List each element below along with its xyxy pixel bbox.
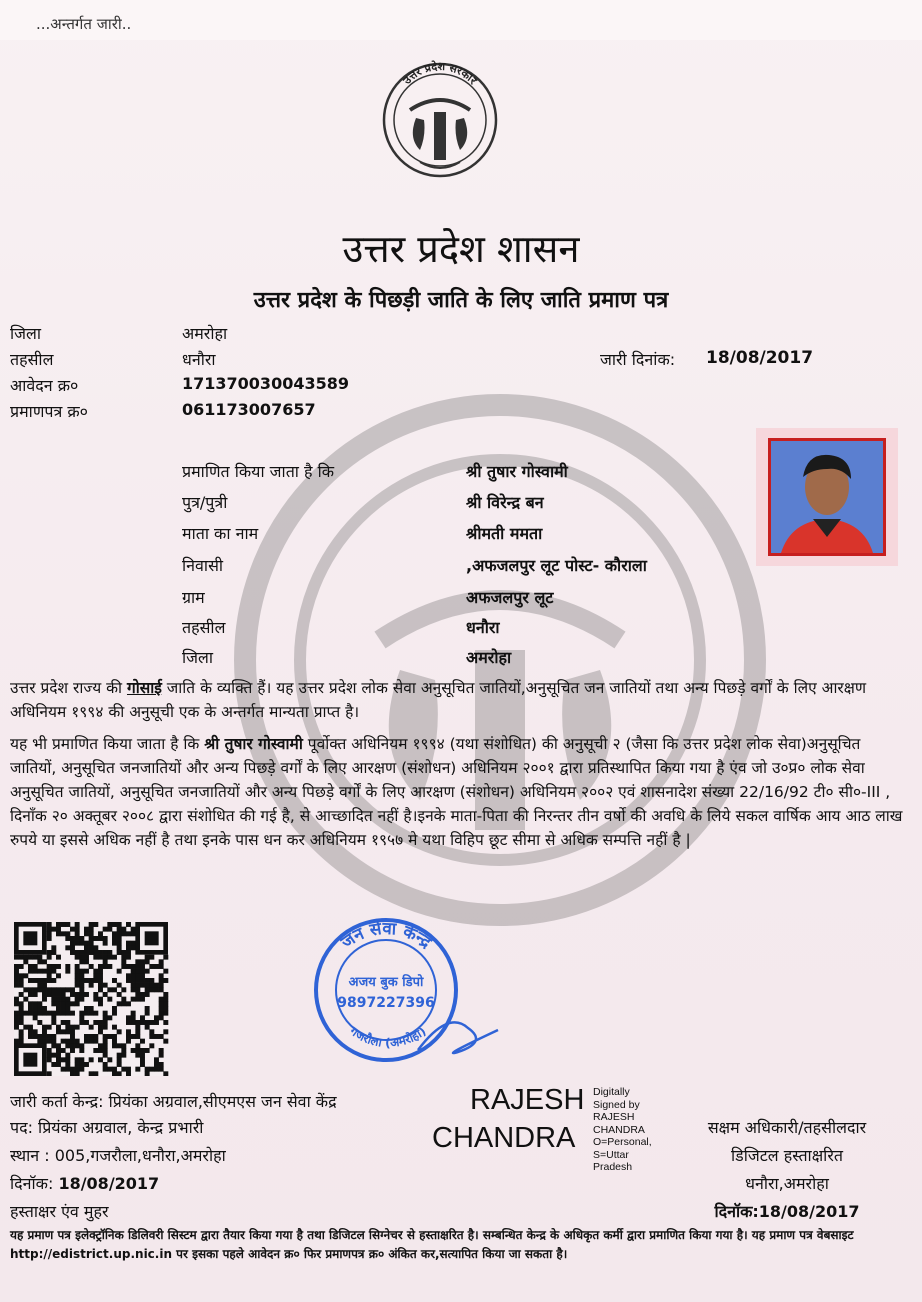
up-emblem-icon <box>380 50 500 190</box>
stamp-shop-name: अजय बुक डिपो <box>348 975 424 990</box>
tehsil-label: तहसील <box>10 350 54 369</box>
handwritten-signature <box>418 1022 498 1053</box>
certification-name: श्री तुषार गोस्वामी <box>204 735 303 753</box>
district-value: अमरोहा <box>182 324 228 343</box>
top-note: ...अन्तर्गत जारी.. <box>36 15 132 33</box>
issuer-sign-line: हस्ताक्षर एंव मुहर <box>10 1202 109 1221</box>
header-strip <box>0 0 922 40</box>
emblem-text: उत्तर प्रदेश सरकार <box>400 59 480 88</box>
digital-sig-name-line1: RAJESH <box>470 1084 585 1116</box>
svg-text:जन सेवा केन्द्र <box>337 918 436 954</box>
caste-name: गोसाई <box>126 679 162 697</box>
details-district-label: जिला <box>182 648 214 667</box>
issuer-place: स्थान : 005,गजरौला,धनौरा,अमरोहा <box>10 1146 226 1165</box>
issuing-center: जारी कर्ता केन्द्र: प्रियंका अग्रवाल,सीएमएस जन सेवा केंद्र <box>10 1092 337 1111</box>
applicant-name: श्री तुषार गोस्वामी <box>466 462 568 481</box>
issue-date: 18/08/2017 <box>706 348 814 368</box>
photo-frame <box>768 438 886 556</box>
seal-stamp <box>298 910 508 1068</box>
village-label: ग्राम <box>182 588 205 607</box>
certificate-number: 061173007657 <box>182 400 316 419</box>
application-number: 171370030043589 <box>182 374 349 393</box>
footer-note: यह प्रमाण पत्र इलेक्ट्रॉनिक डिलिवरी सिस्टम द्वारा तैयार किया गया है तथा डिजिटल सिग्नेचर से हस्ताक्षरित है। सम्बन्धित केन्द्र के अधिकृत कर्मी द्वारा प्रमाणित किया गया है। यह प्रमाण पत्र वेबसाइट http://edistrict.up.nic.in पर इसका पहले आवेदन क्र० फिर प्रमाणपत्र क्र० अंकित कर,सत्यापित किया जा सकता है। <box>10 1228 854 1261</box>
details-tehsil-label: तहसील <box>182 618 226 637</box>
certificate-subtitle: उत्तर प्रदेश के पिछड़ी जाति के लिए जाति प्रमाण पत्र <box>253 288 669 313</box>
father-name: श्री विरेन्द्र बन <box>466 493 544 512</box>
digital-sig-line: RAJESH <box>593 1111 635 1123</box>
page-title: उत्तर प्रदेश शासन <box>342 227 580 271</box>
digital-sig-line: Signed by <box>593 1098 640 1111</box>
digital-sig-line: O=Personal, <box>593 1136 652 1148</box>
mother-label: माता का नाम <box>182 524 259 543</box>
application-label: आवेदन क्र० <box>10 376 79 395</box>
issue-date-label: जारी दिनांक: <box>600 350 676 369</box>
tehsil-value: धनौरा <box>182 350 216 369</box>
details-district-value: अमरोहा <box>466 648 512 667</box>
issuer-date-value: 18/08/2017 <box>58 1174 160 1193</box>
child-of-label: पुत्र/पुत्री <box>182 493 228 512</box>
stamp-outer-text: जन सेवा केन्द्र <box>337 918 435 953</box>
district-label: जिला <box>10 324 42 343</box>
qr-code <box>14 922 170 1076</box>
issuer-post: पद: प्रियंका अग्रवाल, केन्द्र प्रभारी <box>10 1118 204 1137</box>
digital-sig-details <box>593 1086 673 1174</box>
resident-label: निवासी <box>182 556 224 575</box>
details-tehsil-value: धनौरा <box>466 618 500 637</box>
officer-date: दिनॉक:18/08/2017 <box>714 1202 860 1221</box>
certified-label: प्रमाणित किया जाता है कि <box>182 462 335 481</box>
issuer-date-label: दिनॉक: <box>10 1174 59 1193</box>
digital-sig-line: Pradesh <box>593 1161 633 1173</box>
certification-paragraph-start: यह भी प्रमाणित किया जाता है कि <box>10 735 205 753</box>
mother-name: श्रीमती ममता <box>466 524 543 543</box>
stamp-phone: 9897227396 <box>337 995 435 1011</box>
officer-digital-signed: डिजिटल हस्ताक्षरित <box>731 1146 843 1165</box>
stamp-place: गजरौला (अमरोहा) <box>347 1023 429 1050</box>
certification-paragraph <box>10 732 910 852</box>
certificate-number-label: प्रमाणपत्र क्र० <box>10 402 88 421</box>
digital-sig-name-line2: CHANDRA <box>432 1122 576 1154</box>
svg-text:गजरौला (अमरोहा) <box>347 1023 429 1050</box>
applicant-photo <box>756 428 898 566</box>
person-avatar-icon <box>771 441 883 553</box>
digital-sig-line: S=Uttar <box>593 1148 629 1161</box>
issuer-date <box>10 1172 159 1194</box>
caste-paragraph <box>10 676 910 724</box>
resident-value: ,अफजलपुर लूट पोस्ट- कौराला <box>466 556 647 575</box>
officer-title: सक्षम अधिकारी/तहसीलदार <box>707 1118 867 1137</box>
village-value: अफजलपुर लूट <box>466 588 554 607</box>
certification-paragraph-rest: पूर्वोक्त अधिनियम १९९४ (यथा संशोधित) की अनुसूची २ (जैसा कि उत्तर प्रदेश लोक सेवा)अनुसूचित जातियों, अनुसूचित जनजातियों और अन्य पिछड़े वर्गों के लिए आरक्षण (संशोधन) अधिनियम २००१ द्वारा प्रतिस्थापित किया गया है एंव जो उ०प्र० लोक सेवा अनुसूचित जातियों, अनुसूचित जनजातियों और अन्य पिछड़े वर्गों के लिए आरक्षण (संशोधन) अधिनियम २००२ एवं शासनादेश संख्या 22/16/92 टी० सी०-III , दिनाँक २० अक्तूबर २००८ द्वारा संशोधित की गई है, से आच्छादित नहीं है।इनके माता-पिता की निरन्तर तीन वर्षो की अवधि के लिये सकल वार्षिक आय आठ लाख रुपये या इससे अधिक नहीं है तथा इनके पास धन कर अधिनियम १९५७ मे यथा विहिप छूट सीमा से अधिक सम्पत्ति नहीं है | <box>10 735 903 849</box>
caste-paragraph-start: उत्तर प्रदेश राज्य की <box>10 679 127 697</box>
digital-sig-line: CHANDRA <box>593 1123 645 1136</box>
digital-sig-line: Digitally <box>593 1086 630 1098</box>
officer-place: धनौरा,अमरोहा <box>745 1174 829 1193</box>
caste-paragraph-rest: जाति के व्यक्ति हैं। यह उत्तर प्रदेश लोक सेवा अनुसूचित जातियों,अनुसूचित जन जातियों तथा अन्य पिछड़े वर्गों के लिए आरक्षण अधिनियम १९९४ की अनुसूची एक के अन्तर्गत मान्यता प्राप्त है। <box>10 679 867 721</box>
